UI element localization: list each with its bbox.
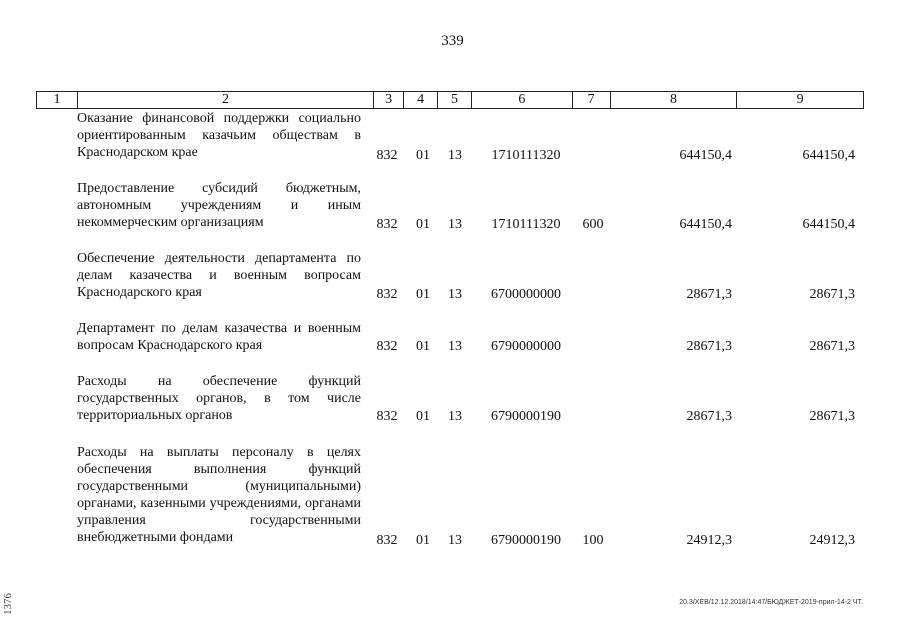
cell-amount-col8: 644150,4 <box>679 217 732 232</box>
cell-section: 01 <box>416 287 430 302</box>
row-description: Оказание финансовой поддержки социально ориентированным казачьим обществам в Краснодарском крае <box>77 111 361 160</box>
row-description: Обеспечение деятельности департамента по делам казачества и военным вопросам Краснодарского края <box>77 251 361 300</box>
cell-amount-col8: 28671,3 <box>686 409 732 424</box>
cell-amount-col8: 24912,3 <box>686 533 732 548</box>
cell-amount-col9: 28671,3 <box>809 339 855 354</box>
cell-target-article: 6790000190 <box>491 409 561 424</box>
cell-target-article: 1710111320 <box>491 217 561 232</box>
header-col-9: 9 <box>796 92 804 107</box>
document-footer-code: 20.3/ХЕВ/12.12.2018/14:47/БЮДЖЕТ-2019-прил-14-2 ЧТ. <box>679 599 863 606</box>
cell-amount-col9: 28671,3 <box>809 287 855 302</box>
row-description: Предоставление субсидий бюджетным, автономным учреждениям и иным некоммерческим организациям <box>77 181 361 230</box>
cell-target-article: 6790000000 <box>491 339 561 354</box>
cell-section: 01 <box>416 217 430 232</box>
cell-amount-col8: 28671,3 <box>686 339 732 354</box>
cell-ministry-code: 832 <box>376 148 398 163</box>
cell-ministry-code: 832 <box>376 533 398 548</box>
row-description: Расходы на выплаты персоналу в целях обеспечения выполнения функций государственными (муниципальными) органами, казенными учреждениями, органами управления государственными внебюджетными фондами <box>77 445 361 545</box>
page-number: 339 <box>441 33 464 49</box>
cell-section: 01 <box>416 409 430 424</box>
header-col-5: 5 <box>438 92 472 108</box>
cell-subsection: 13 <box>448 148 462 163</box>
cell-target-article: 6790000190 <box>491 533 561 548</box>
cell-subsection: 13 <box>448 533 462 548</box>
cell-expense-type: 600 <box>582 217 604 232</box>
cell-amount-col8: 644150,4 <box>679 148 732 163</box>
cell-amount-col9: 644150,4 <box>802 217 855 232</box>
margin-sheet-number: 1376 <box>2 593 14 615</box>
table-header <box>36 91 864 109</box>
header-col-4: 4 <box>404 92 438 108</box>
cell-target-article: 6700000000 <box>491 287 561 302</box>
header-col-6: 6 <box>472 92 573 108</box>
cell-amount-col9: 24912,3 <box>809 533 855 548</box>
cell-ministry-code: 832 <box>376 409 398 424</box>
row-description: Департамент по делам казачества и военным вопросам Краснодарского края <box>77 321 361 353</box>
row-description: Расходы на обеспечение функций государственных органов, в том числе территориальных органов <box>77 374 361 423</box>
header-col-8: 8 <box>611 92 738 108</box>
cell-section: 01 <box>416 339 430 354</box>
cell-ministry-code: 832 <box>376 287 398 302</box>
cell-amount-col9: 28671,3 <box>809 409 855 424</box>
cell-ministry-code: 832 <box>376 339 398 354</box>
cell-expense-type: 100 <box>582 533 604 548</box>
cell-subsection: 13 <box>448 409 462 424</box>
header-col-1: 1 <box>37 92 78 108</box>
cell-ministry-code: 832 <box>376 217 398 232</box>
cell-amount-col8: 28671,3 <box>686 287 732 302</box>
cell-subsection: 13 <box>448 217 462 232</box>
cell-target-article: 1710111320 <box>491 148 561 163</box>
header-col-7: 7 <box>573 92 611 108</box>
cell-subsection: 13 <box>448 287 462 302</box>
header-col-3: 3 <box>374 92 404 108</box>
cell-subsection: 13 <box>448 339 462 354</box>
cell-amount-col9: 644150,4 <box>802 148 855 163</box>
cell-section: 01 <box>416 148 430 163</box>
cell-section: 01 <box>416 533 430 548</box>
header-col-2: 2 <box>78 92 374 108</box>
